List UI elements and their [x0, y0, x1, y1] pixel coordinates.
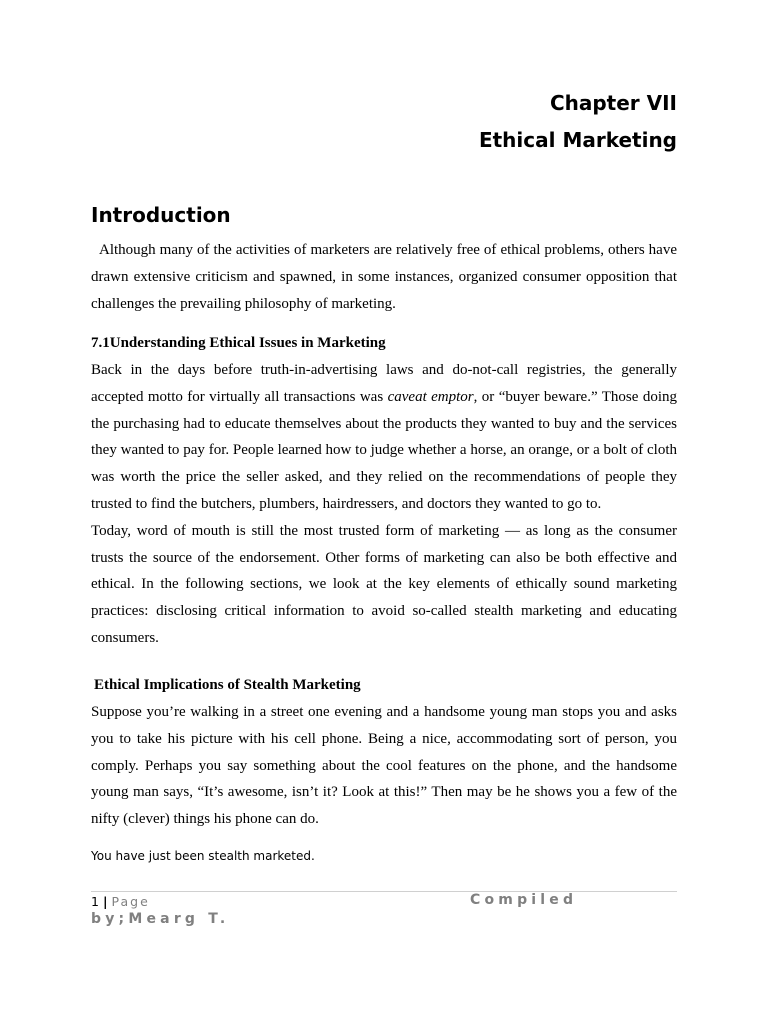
- footer-compiled-text: Compiled: [470, 892, 578, 908]
- section-heading-7-1: 7.1Understanding Ethical Issues in Marketing: [91, 335, 386, 351]
- p1-text-before: Back in the days before truth-in-advertising laws and do-not-call registries, the generally accepted motto for virtually all transactions was: [91, 362, 677, 405]
- introduction-text: Although many of the activities of marketers are relatively free of ethical problems, others have drawn extensive criticism and spawned, in some instances, organized consumer opposition that challenges the prevailing philosophy of marketing.: [91, 242, 677, 312]
- page-number: 1: [91, 894, 99, 909]
- stealth-heading: Ethical Implications of Stealth Marketing: [94, 677, 361, 693]
- chapter-title: Ethical Marketing: [478, 128, 677, 152]
- section-7-1-paragraph-1: [91, 357, 677, 518]
- p1-italic-term: caveat emptor: [387, 388, 474, 405]
- stealth-body: [91, 699, 677, 833]
- introduction-paragraph: [91, 237, 677, 317]
- chapter-number: Chapter VII: [549, 91, 677, 115]
- section-7-1-paragraph-2: Today, word of mouth is still the most trusted form of marketing — as long as the consumer trusts the source of the endorsement. Other forms of marketing can also be both effective and ethical. In the following sections, we look at the key elements of ethically sound marketing practices: disclosing critical information to avoid so-called stealth marketing and educating consumers.: [91, 522, 677, 646]
- footer-author-text: by;Mearg T.: [91, 911, 230, 927]
- footer-page-info: [91, 894, 150, 909]
- stealth-paragraph: Suppose you’re walking in a street one evening and a handsome young man stops you and asks you to take his picture with his cell phone. Being a nice, accommodating sort of person, you comply. Perhaps you say something about the cool features on the phone, and the handsome young man says, “It’s awesome, isn’t it? Look at this!” Then may be he shows you a few of the nifty (clever) things his phone can do.: [91, 704, 677, 828]
- page-separator: |: [102, 894, 108, 909]
- introduction-heading: Introduction: [91, 203, 231, 227]
- section-7-1-body: [91, 357, 677, 652]
- page-label: Page: [111, 894, 150, 909]
- footer-divider: [91, 891, 677, 892]
- stealth-closing-line: You have just been stealth marketed.: [91, 849, 315, 863]
- p1-text-after: , or “buyer beware.” Those doing the purchasing had to educate themselves about the products they wanted to buy and the services they wanted to pay for. People learned how to judge whether a horse, an orange, or a bolt of cloth was worth the price the seller asked, and they relied on the recommendations of people they trusted to find the butchers, plumbers, hairdressers, and doctors they wanted to go to.: [91, 388, 677, 512]
